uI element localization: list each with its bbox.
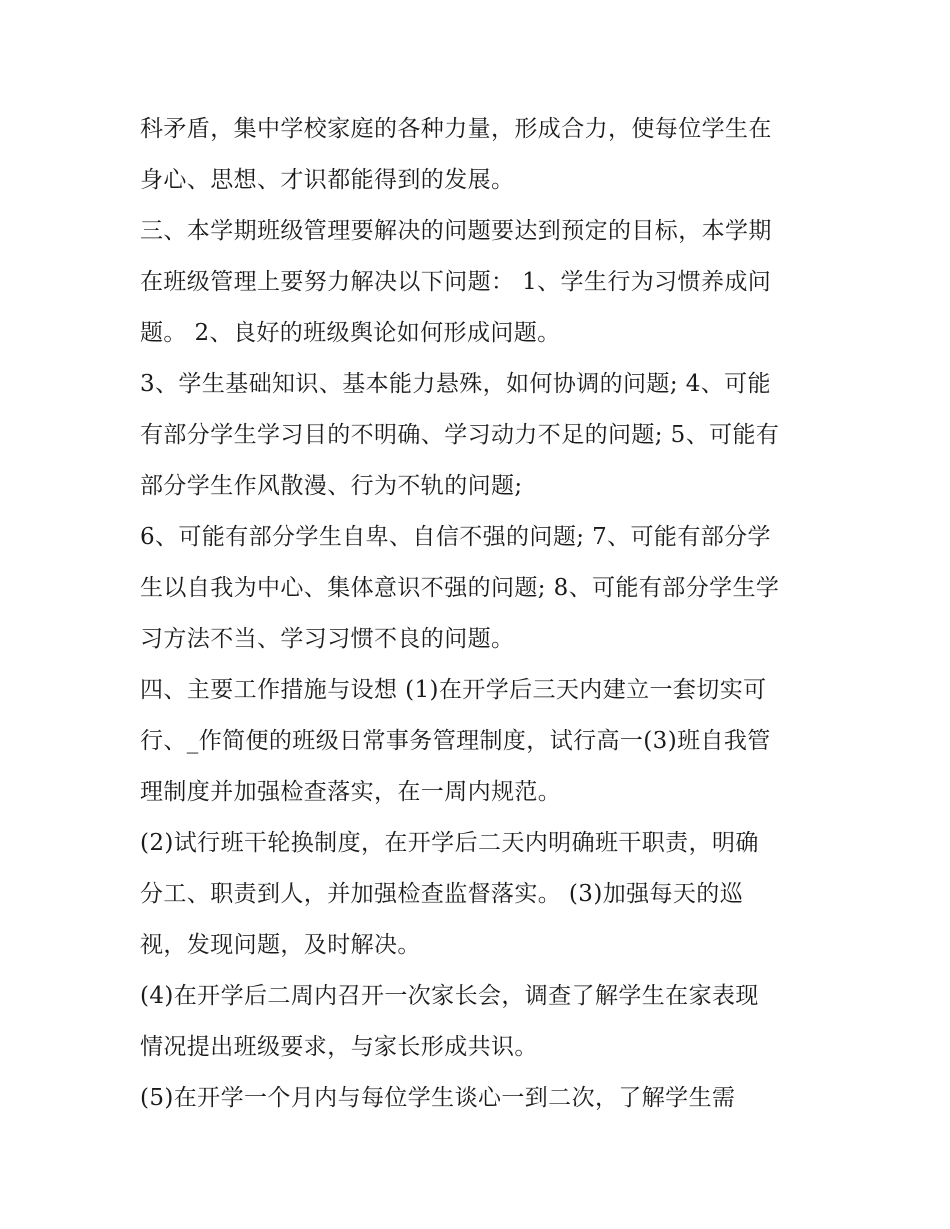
text-line: 3、学生基础知识、基本能力悬殊，如何协调的问题; 4、可能 bbox=[140, 371, 771, 397]
text-line: 情况提出班级要求，与家长形成共识。 bbox=[140, 1034, 538, 1060]
text-line: (4)在开学后二周内召开一次家长会，调查了解学生在家表现 bbox=[140, 983, 759, 1009]
text-line: 在班级管理上要努力解决以下问题： 1、学生行为习惯养成问 bbox=[140, 269, 772, 295]
text-line: 6、可能有部分学生自卑、自信不强的问题; 7、可能有部分学 bbox=[140, 524, 771, 550]
text-line: 科矛盾，集中学校家庭的各种力量，形成合力，使每位学生在 bbox=[140, 116, 772, 142]
text-line: 题。 2、良好的班级舆论如何形成问题。 bbox=[140, 320, 561, 346]
text-line: (2)试行班干轮换制度，在开学后二天内明确班干职责，明确 bbox=[140, 830, 759, 856]
text-line: 习方法不当、学习习惯不良的问题。 bbox=[140, 626, 515, 652]
text-line: 三、本学期班级管理要解决的问题要达到预定的目标，本学期 bbox=[140, 218, 772, 244]
text-line: 四、主要工作措施与设想 (1)在开学后三天内建立一套切实可 bbox=[140, 677, 767, 703]
text-line: 有部分学生学习目的不明确、学习动力不足的问题; 5、可能有 bbox=[140, 422, 780, 448]
text-line: 部分学生作风散漫、行为不轨的问题; bbox=[140, 473, 523, 499]
text-line: 身心、思想、才识都能得到的发展。 bbox=[140, 167, 515, 193]
text-line: 视，发现问题，及时解决。 bbox=[140, 932, 421, 958]
text-line: 理制度并加强检查落实，在一周内规范。 bbox=[140, 779, 562, 805]
text-line: 生以自我为中心、集体意识不强的问题; 8、可能有部分学生学 bbox=[140, 575, 780, 601]
text-line: 分工、职责到人，并加强检查监督落实。 (3)加强每天的巡 bbox=[140, 881, 744, 907]
document-body bbox=[140, 104, 830, 1124]
text-line: 行、_作简便的班级日常事务管理制度，试行高一(3)班自我管 bbox=[140, 728, 771, 754]
text-line: (5)在开学一个月内与每位学生谈心一到二次，了解学生需 bbox=[140, 1085, 736, 1111]
